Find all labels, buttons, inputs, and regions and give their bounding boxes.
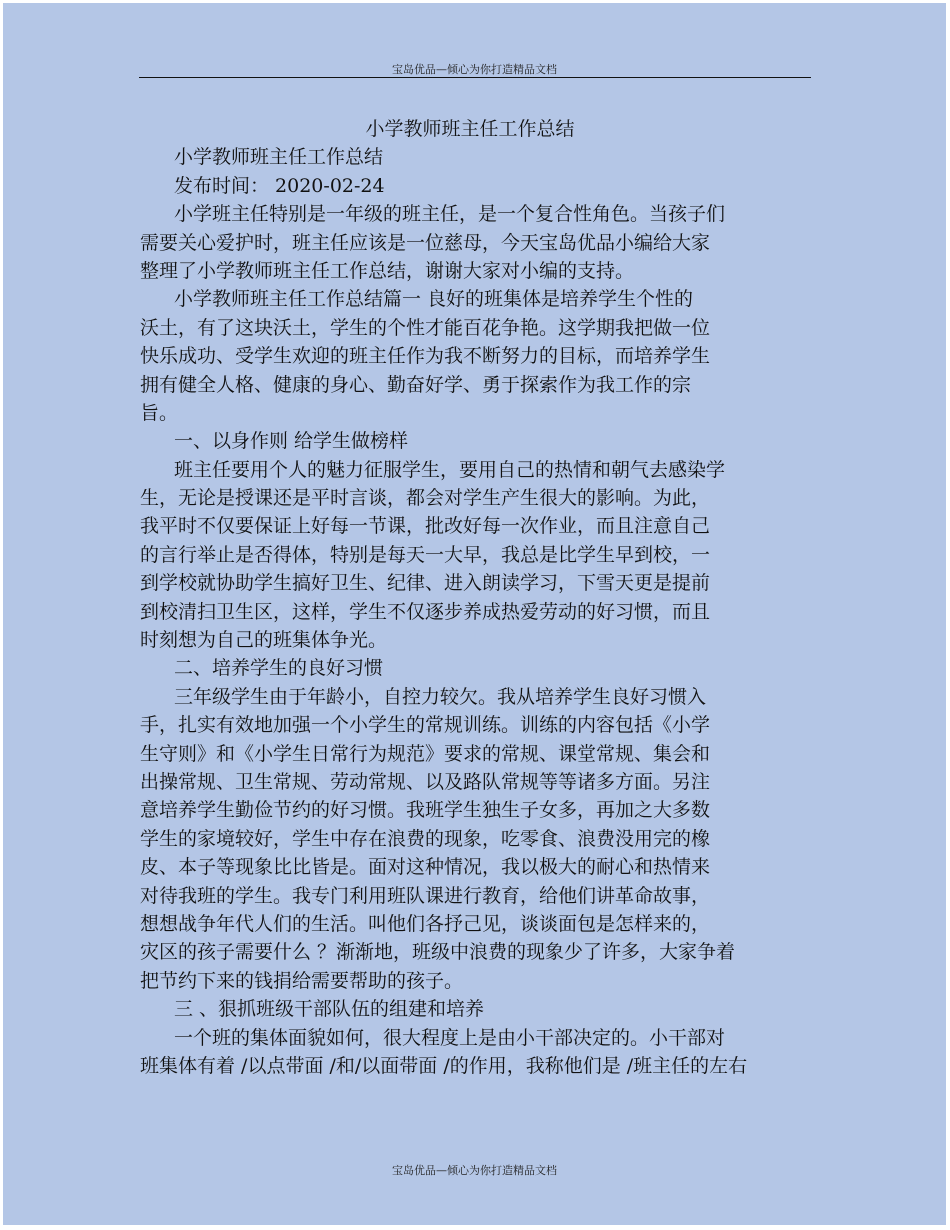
text-line: 皮、本子等现象比比皆是。面对这种情况，我以极大的耐心和热情来 <box>140 856 711 879</box>
page-footer: 宝岛优品—倾心为你打造精品文档 <box>392 1164 557 1177</box>
text-line: 沃土，有了这块沃土，学生的个性才能百花争艳。这学期我把做一位 <box>140 316 711 339</box>
text-line: 把节约下来的钱捐给需要帮助的孩子。 <box>140 969 464 992</box>
text-line: 灾区的孩子需要什么 ？渐渐地，班级中浪费的现象少了许多，大家争着 <box>140 941 736 964</box>
text-line: 生，无论是授课还是平时言谈，都会对学生产生很大的影响。为此， <box>140 487 711 510</box>
text-line: 三 、狠抓班级干部队伍的组建和培养 <box>174 998 485 1021</box>
text-line: 小学教师班主任工作总结 <box>174 146 384 169</box>
text-line: 一个班的集体面貌如何，很大程度上是由小干部决定的。小干部对 <box>174 1026 726 1049</box>
text-line: 旨。 <box>140 401 179 424</box>
text-line: 时刻想为自己的班集体争光。 <box>140 629 388 652</box>
text-line: 一、以身作则 给学生做榜样 <box>174 430 409 453</box>
text-line: 二、培养学生的良好习惯 <box>174 657 384 680</box>
text-line: 我平时不仅要保证上好每一节课，批改好每一次作业，而且注意自己 <box>140 515 711 538</box>
text-line: 手，扎实有效地加强一个小学生的常规训练。训练的内容包括《小学 <box>140 714 711 737</box>
header-divider <box>139 77 811 78</box>
document-body <box>140 115 800 1080</box>
text-line: 小学班主任特别是一年级的班主任，是一个复合性角色。当孩子们 <box>174 203 726 226</box>
text-line: 到校清扫卫生区，这样，学生不仅逐步养成热爱劳动的好习惯，而且 <box>140 600 711 623</box>
text-line: 出操常规、卫生常规、劳动常规、以及路队常规等等诸多方面。另注 <box>140 770 711 793</box>
text-line: 快乐成功、受学生欢迎的班主任作为我不断努力的目标，而培养学生 <box>140 345 711 368</box>
text-line: 生守则》和《小学生日常行为规范》要求的常规、课堂常规、集会和 <box>140 742 711 765</box>
text-line: 拥有健全人格、健康的身心、勤奋好学、勇于探索作为我工作的宗 <box>140 373 692 396</box>
text-line: 意培养学生勤俭节约的好习惯。我班学生独生子女多，再加之大多数 <box>140 799 711 822</box>
text-line: 整理了小学教师班主任工作总结，谢谢大家对小编的支持。 <box>140 259 635 282</box>
text-line: 班主任要用个人的魅力征服学生，要用自己的热情和朝气去感染学 <box>174 458 726 481</box>
document-title: 小学教师班主任工作总结 <box>365 118 575 140</box>
text-line: 需要关心爱护时，班主任应该是一位慈母，今天宝岛优品小编给大家 <box>140 231 711 254</box>
paragraph-lines <box>140 143 800 1080</box>
text-line: 的言行举止是否得体，特别是每天一大早，我总是比学生早到校，一 <box>140 543 711 566</box>
text-line: 发布时间： 2020-02-24 <box>174 174 385 197</box>
document-page <box>3 3 946 1225</box>
text-line: 到学校就协助学生搞好卫生、纪律、进入朗读学习，下雪天更是提前 <box>140 572 711 595</box>
text-line: 学生的家境较好，学生中存在浪费的现象，吃零食、浪费没用完的橡 <box>140 827 711 850</box>
text-line: 对待我班的学生。我专门利用班队课进行教育，给他们讲革命故事， <box>140 884 711 907</box>
text-line: 想想战争年代人们的生活。叫他们各抒己见，谈谈面包是怎样来的， <box>140 912 711 935</box>
text-line: 小学教师班主任工作总结篇一 良好的班集体是培养学生个性的 <box>174 288 694 311</box>
text-line: 三年级学生由于年龄小，自控力较欠。我从培养学生良好习惯入 <box>174 685 707 708</box>
text-line: 班集体有着 /以点带面 /和/以面带面 /的作用，我称他们是 /班主任的左右 <box>140 1054 748 1077</box>
page-header: 宝岛优品—倾心为你打造精品文档 <box>392 63 557 76</box>
